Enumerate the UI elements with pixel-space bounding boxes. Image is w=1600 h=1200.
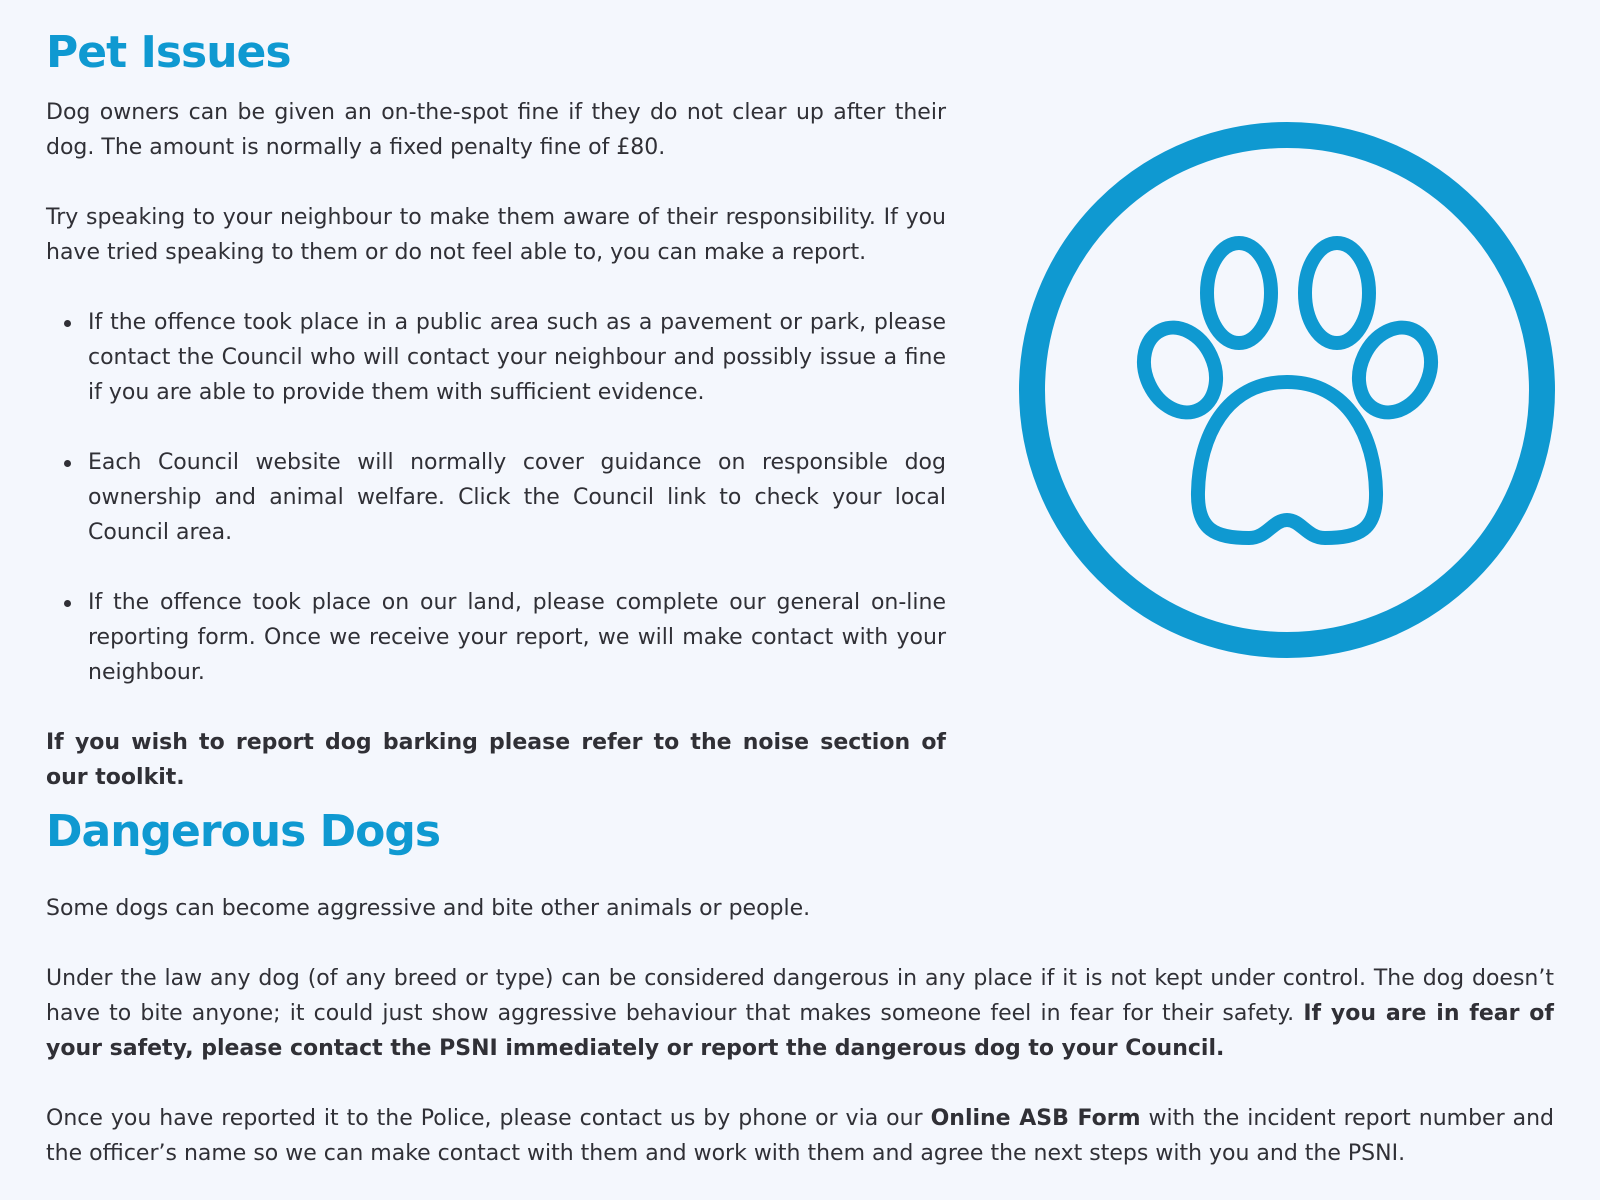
bullet-icon	[64, 600, 71, 607]
paw-pad	[1198, 382, 1376, 538]
list-item-text: Each Council website will normally cover guidance on responsible dog ownership and animal welfare. Click the Council link to check your local Council area.	[88, 450, 946, 545]
online-asb-form-link[interactable]: Online ASB Form	[930, 1106, 1141, 1131]
paw-toe-inner-left	[1207, 243, 1271, 343]
fear-safety-note: If you are in fear of your safety, please contact the PSNI immediately or report the dangerous dog to your Council.	[46, 1001, 1554, 1061]
icon-ring	[1032, 135, 1542, 645]
contact-text-after: with the incident report number and the officer’s name so we can make contact with them and work with them and agree the next steps with you and the PSNI.	[46, 1106, 1554, 1166]
speak-neighbour-paragraph: Try speaking to your neighbour to make them aware of their responsibility. If you have tried speaking to them or do not feel able to, you can make a report.	[46, 205, 946, 265]
law-text: Under the law any dog (of any breed or type) can be considered dangerous in any place if it is not kept under control. The dog doesn’t have to bite anyone; it could just show aggressive behaviour that makes someone feel in fear for their safety.	[46, 966, 1554, 1026]
dangerous-dogs-section	[46, 891, 1554, 1171]
barking-note: If you wish to report dog barking please refer to the noise section of our toolkit.	[46, 730, 946, 790]
paw-print-icon	[1017, 120, 1557, 660]
paw-toe-inner-right	[1305, 243, 1369, 343]
dangerous-dogs-heading: Dangerous Dogs	[46, 806, 441, 857]
aggressive-dogs-paragraph: Some dogs can become aggressive and bite other animals or people.	[46, 896, 811, 921]
list-item	[88, 585, 946, 690]
law-paragraph	[46, 961, 1554, 1066]
contact-paragraph	[46, 1101, 1554, 1171]
fine-paragraph: Dog owners can be given an on-the-spot fine if they do not clear up after their dog. The amount is normally a fixed penalty fine of £80.	[46, 100, 946, 160]
bullet-icon	[64, 460, 71, 467]
bullet-icon	[64, 320, 71, 327]
paw-print-icon-svg	[1017, 120, 1557, 660]
list-item-text: If the offence took place on our land, please complete our general on-line reporting form. Once we receive your report, we will make contact with your neighbour.	[88, 590, 946, 685]
list-item-text: If the offence took place in a public area such as a pavement or park, please contact the Council who will contact your neighbour and possibly issue a fine if you are able to provide them with sufficient evidence.	[88, 310, 946, 405]
list-item	[88, 445, 946, 550]
list-item	[88, 305, 946, 410]
pet-issues-heading: Pet Issues	[46, 27, 291, 78]
report-options-list	[46, 305, 946, 690]
contact-text-before: Once you have reported it to the Police, please contact us by phone or via our	[46, 1106, 931, 1131]
pet-issues-section	[46, 95, 946, 795]
